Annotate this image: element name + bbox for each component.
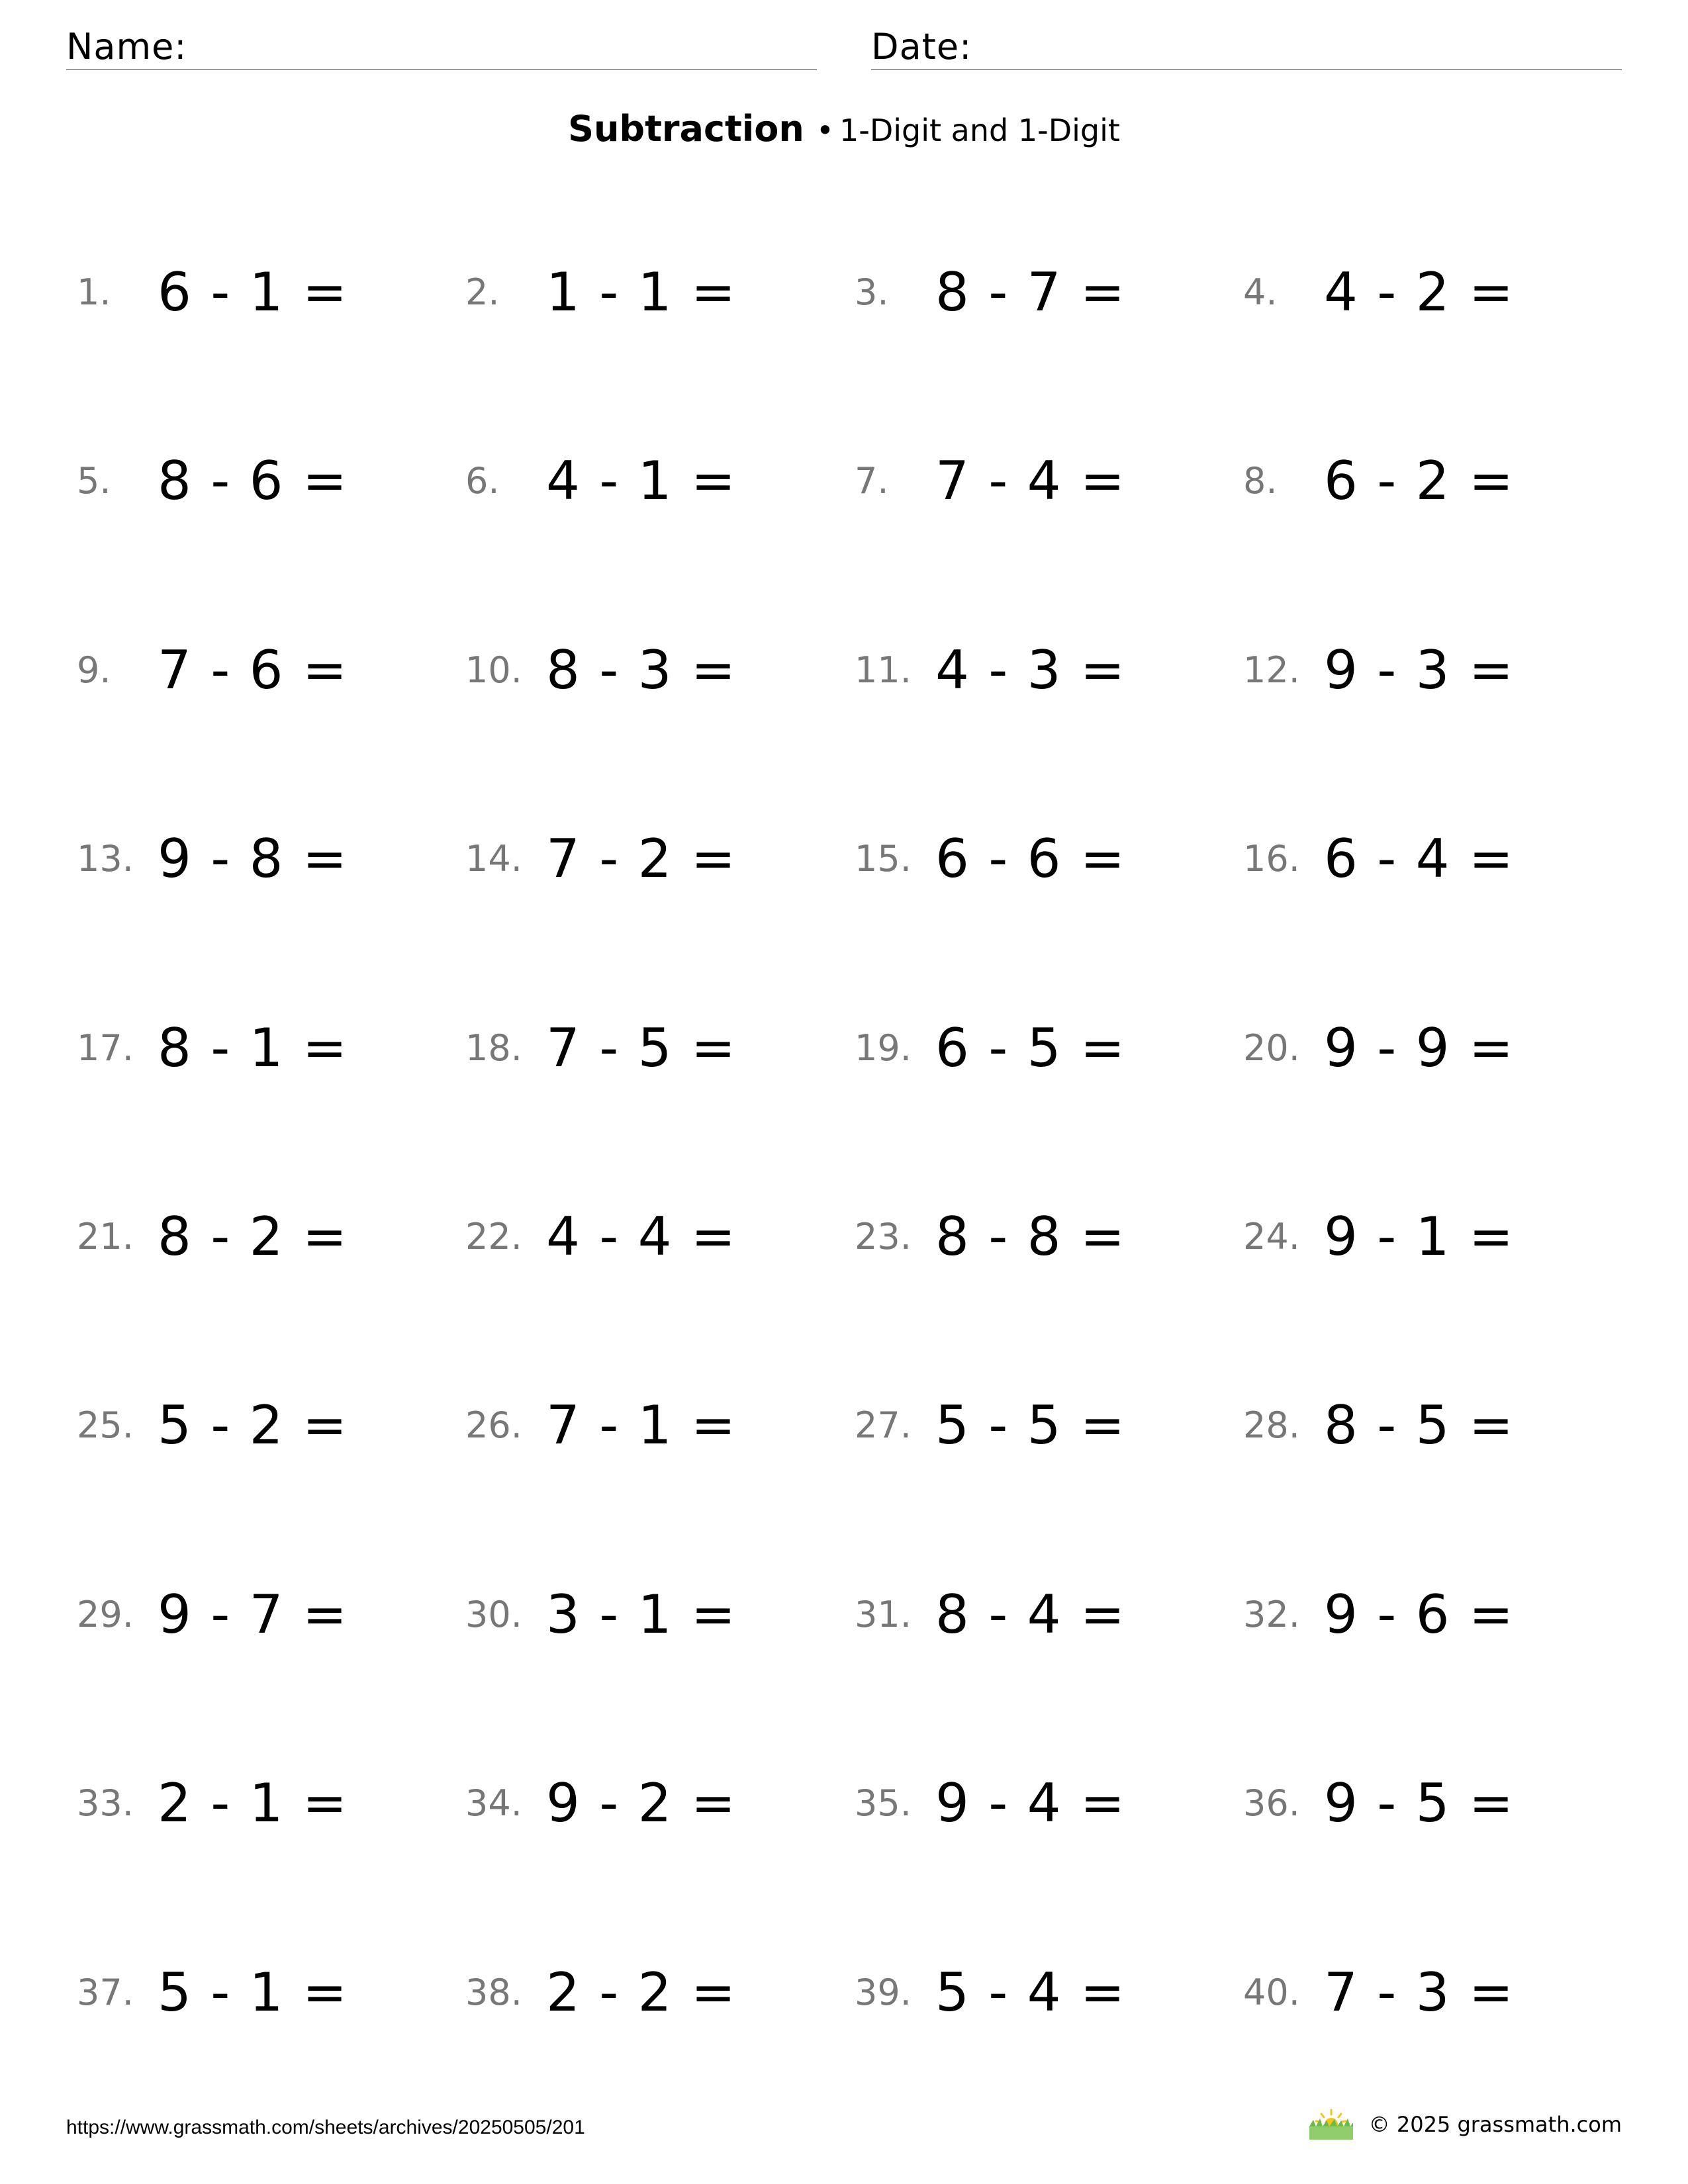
problem-expression: 8 - 1 = [158,1017,348,1079]
problem-number: 11. [855,649,912,691]
problem-expression: 7 - 4 = [935,450,1126,512]
problem-expression: 4 - 2 = [1324,261,1515,323]
problem-number: 2. [465,271,500,313]
problem-number: 25. [77,1404,134,1446]
problem-expression: 9 - 3 = [1324,639,1515,701]
footer-url: https://www.grassmath.com/sheets/archives/20250505/201 [66,2116,585,2138]
title-bullet: • [816,113,834,148]
problem-number: 38. [465,1972,522,2013]
problem-expression: 7 - 2 = [546,828,737,889]
title-subtitle: 1-Digit and 1-Digit [839,113,1120,148]
problem-number: 17. [77,1027,134,1069]
problem-expression: 5 - 2 = [158,1394,348,1456]
problem-number: 37. [77,1972,134,2013]
problem-expression: 7 - 3 = [1324,1962,1515,2023]
problem-number: 26. [465,1404,522,1446]
problem-number: 28. [1243,1404,1300,1446]
problem-number: 6. [465,460,500,502]
problem-expression: 9 - 4 = [935,1772,1126,1834]
problem-expression: 9 - 6 = [1324,1584,1515,1645]
problem-number: 1. [77,271,111,313]
problem-number: 9. [77,649,111,691]
problem-number: 31. [855,1594,912,1635]
problem-expression: 5 - 1 = [158,1962,348,2023]
problem-number: 18. [465,1027,522,1069]
problem-expression: 2 - 1 = [158,1772,348,1834]
problem-number: 27. [855,1404,912,1446]
problem-expression: 9 - 1 = [1324,1206,1515,1267]
problem-expression: 6 - 2 = [1324,450,1515,512]
problem-expression: 9 - 9 = [1324,1017,1515,1079]
problem-expression: 4 - 4 = [546,1206,737,1267]
problem-number: 33. [77,1782,134,1824]
grass-sun-logo-icon [1308,2108,1354,2141]
problem-number: 14. [465,838,522,880]
problem-expression: 8 - 2 = [158,1206,348,1267]
problem-expression: 9 - 7 = [158,1584,348,1645]
problem-expression: 8 - 4 = [935,1584,1126,1645]
problem-number: 16. [1243,838,1300,880]
problem-number: 22. [465,1216,522,1257]
problem-number: 40. [1243,1972,1300,2013]
problem-expression: 6 - 6 = [935,828,1126,889]
problem-number: 32. [1243,1594,1300,1635]
problem-number: 34. [465,1782,522,1824]
problem-expression: 2 - 2 = [546,1962,737,2023]
problem-expression: 4 - 3 = [935,639,1126,701]
problem-expression: 6 - 5 = [935,1017,1126,1079]
problem-expression: 7 - 6 = [158,639,348,701]
problem-number: 7. [855,460,889,502]
problem-expression: 8 - 7 = [935,261,1126,323]
problem-expression: 5 - 4 = [935,1962,1126,2023]
footer-brand [1308,2105,1622,2144]
problem-number: 4. [1243,271,1278,313]
name-label: Name: [66,26,187,68]
problem-expression: 9 - 8 = [158,828,348,889]
problem-number: 23. [855,1216,912,1257]
problem-number: 3. [855,271,889,313]
problem-number: 35. [855,1782,912,1824]
problem-number: 5. [77,460,111,502]
problem-expression: 1 - 1 = [546,261,737,323]
problem-expression: 7 - 1 = [546,1394,737,1456]
problem-number: 13. [77,838,134,880]
problem-expression: 8 - 8 = [935,1206,1126,1267]
problem-expression: 6 - 4 = [1324,828,1515,889]
problem-expression: 9 - 2 = [546,1772,737,1834]
problem-number: 12. [1243,649,1300,691]
problem-expression: 4 - 1 = [546,450,737,512]
problem-number: 29. [77,1594,134,1635]
problem-expression: 6 - 1 = [158,261,348,323]
problem-expression: 3 - 1 = [546,1584,737,1645]
problem-number: 24. [1243,1216,1300,1257]
problem-number: 30. [465,1594,522,1635]
problem-number: 10. [465,649,522,691]
problem-number: 21. [77,1216,134,1257]
problem-number: 15. [855,838,912,880]
date-label: Date: [871,26,972,68]
title-main: Subtraction [568,108,804,150]
problem-expression: 7 - 5 = [546,1017,737,1079]
problem-number: 39. [855,1972,912,2013]
problem-number: 20. [1243,1027,1300,1069]
problem-number: 19. [855,1027,912,1069]
problem-expression: 9 - 5 = [1324,1772,1515,1834]
problem-expression: 8 - 6 = [158,450,348,512]
problem-number: 36. [1243,1782,1300,1824]
footer-copyright: © 2025 grassmath.com [1368,2112,1622,2137]
problem-expression: 8 - 3 = [546,639,737,701]
problem-number: 8. [1243,460,1278,502]
problem-expression: 5 - 5 = [935,1394,1126,1456]
problem-expression: 8 - 5 = [1324,1394,1515,1456]
